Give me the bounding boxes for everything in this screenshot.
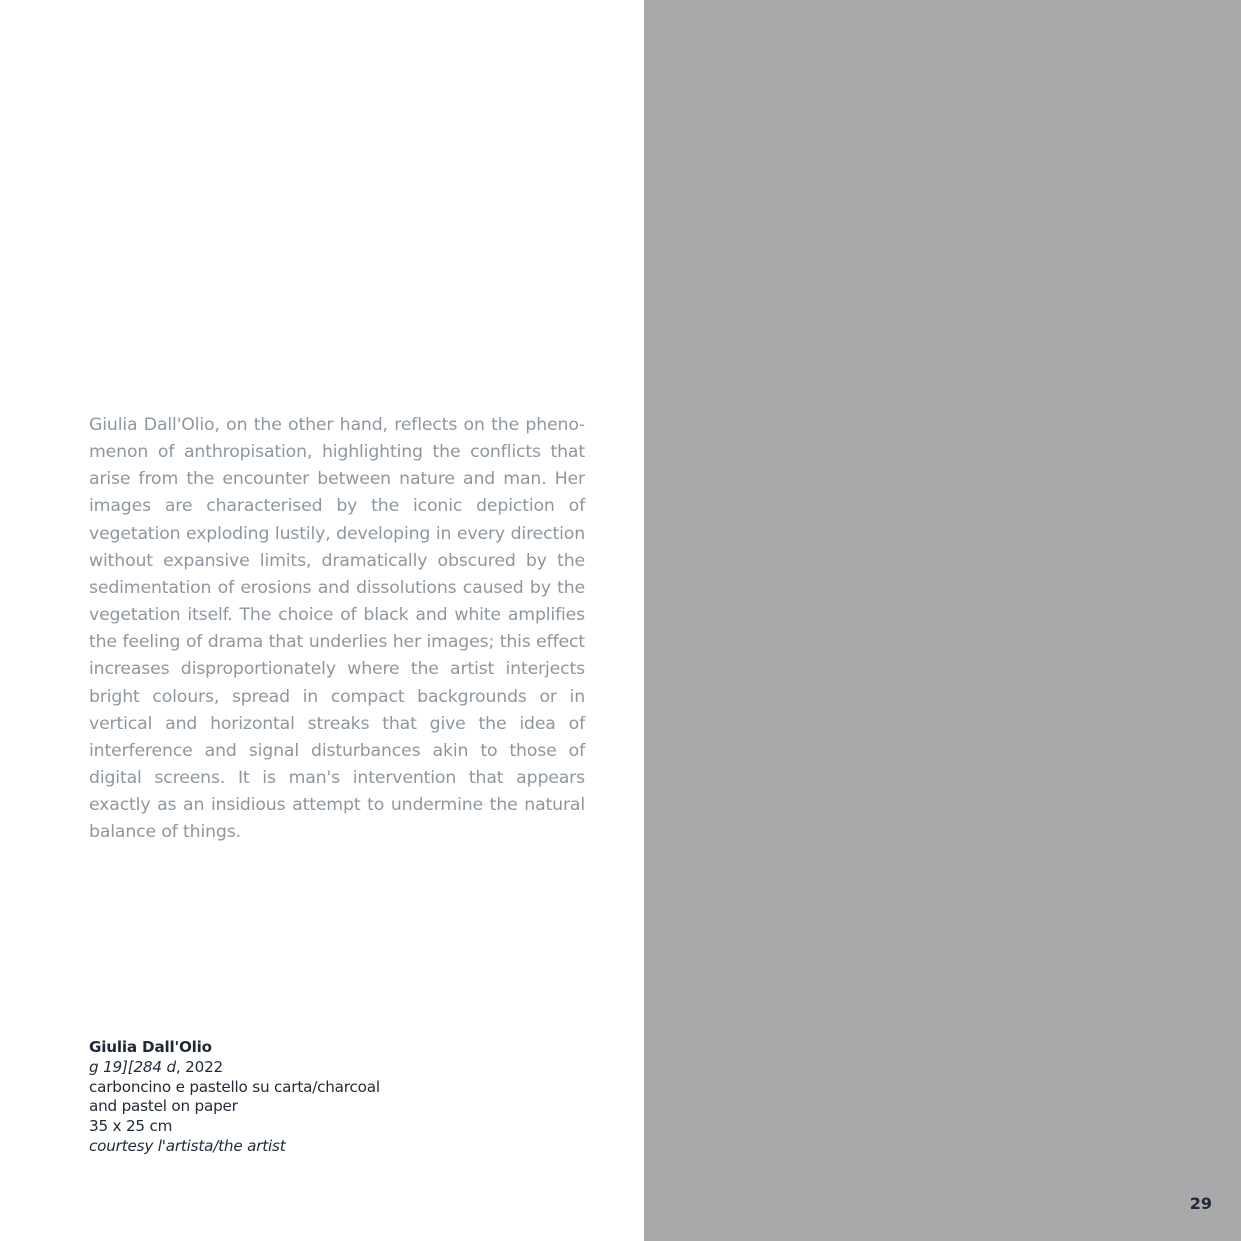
- caption-medium-line1: carboncino e pastello su carta/charcoal: [89, 1077, 380, 1096]
- caption-title-line: [89, 1058, 489, 1078]
- caption-artist: Giulia Dall'Olio: [89, 1038, 212, 1056]
- essay-paragraph: Giulia Dall'Olio, on the other hand, reflects on the phenomenon of anthropisation, highlighting the conflicts that arise from the encounter between nature and man. Her images are characterised by the iconic depiction of vegetation exploding lustily, developing in every direction without expansive limits, dramatically obscured by the sedimentation of erosions and dissolutions caused by the vegetation itself. The choice of black and white amplifies the feeling of drama that underlies her images; this effect increases disproportionately where the artist interjects bright colours, spread in compact backgrounds or in vertical and horizontal streaks that give the idea of interference and signal disturbances akin to those of digital screens. It is man's intervention that appears exactly as an insidious attempt to undermine the natural balance of things.: [89, 415, 585, 843]
- artwork-caption: [89, 1038, 489, 1157]
- caption-credit: courtesy l'artista/the artist: [89, 1136, 286, 1155]
- image-placeholder-panel: [644, 0, 1241, 1241]
- caption-medium-line2: and pastel on paper: [89, 1097, 238, 1116]
- page-number: 29: [1189, 1194, 1212, 1213]
- caption-dimensions: 35 x 25 cm: [89, 1117, 173, 1136]
- caption-title: g 19][284 d: [89, 1057, 176, 1076]
- caption-year: , 2022: [175, 1057, 224, 1076]
